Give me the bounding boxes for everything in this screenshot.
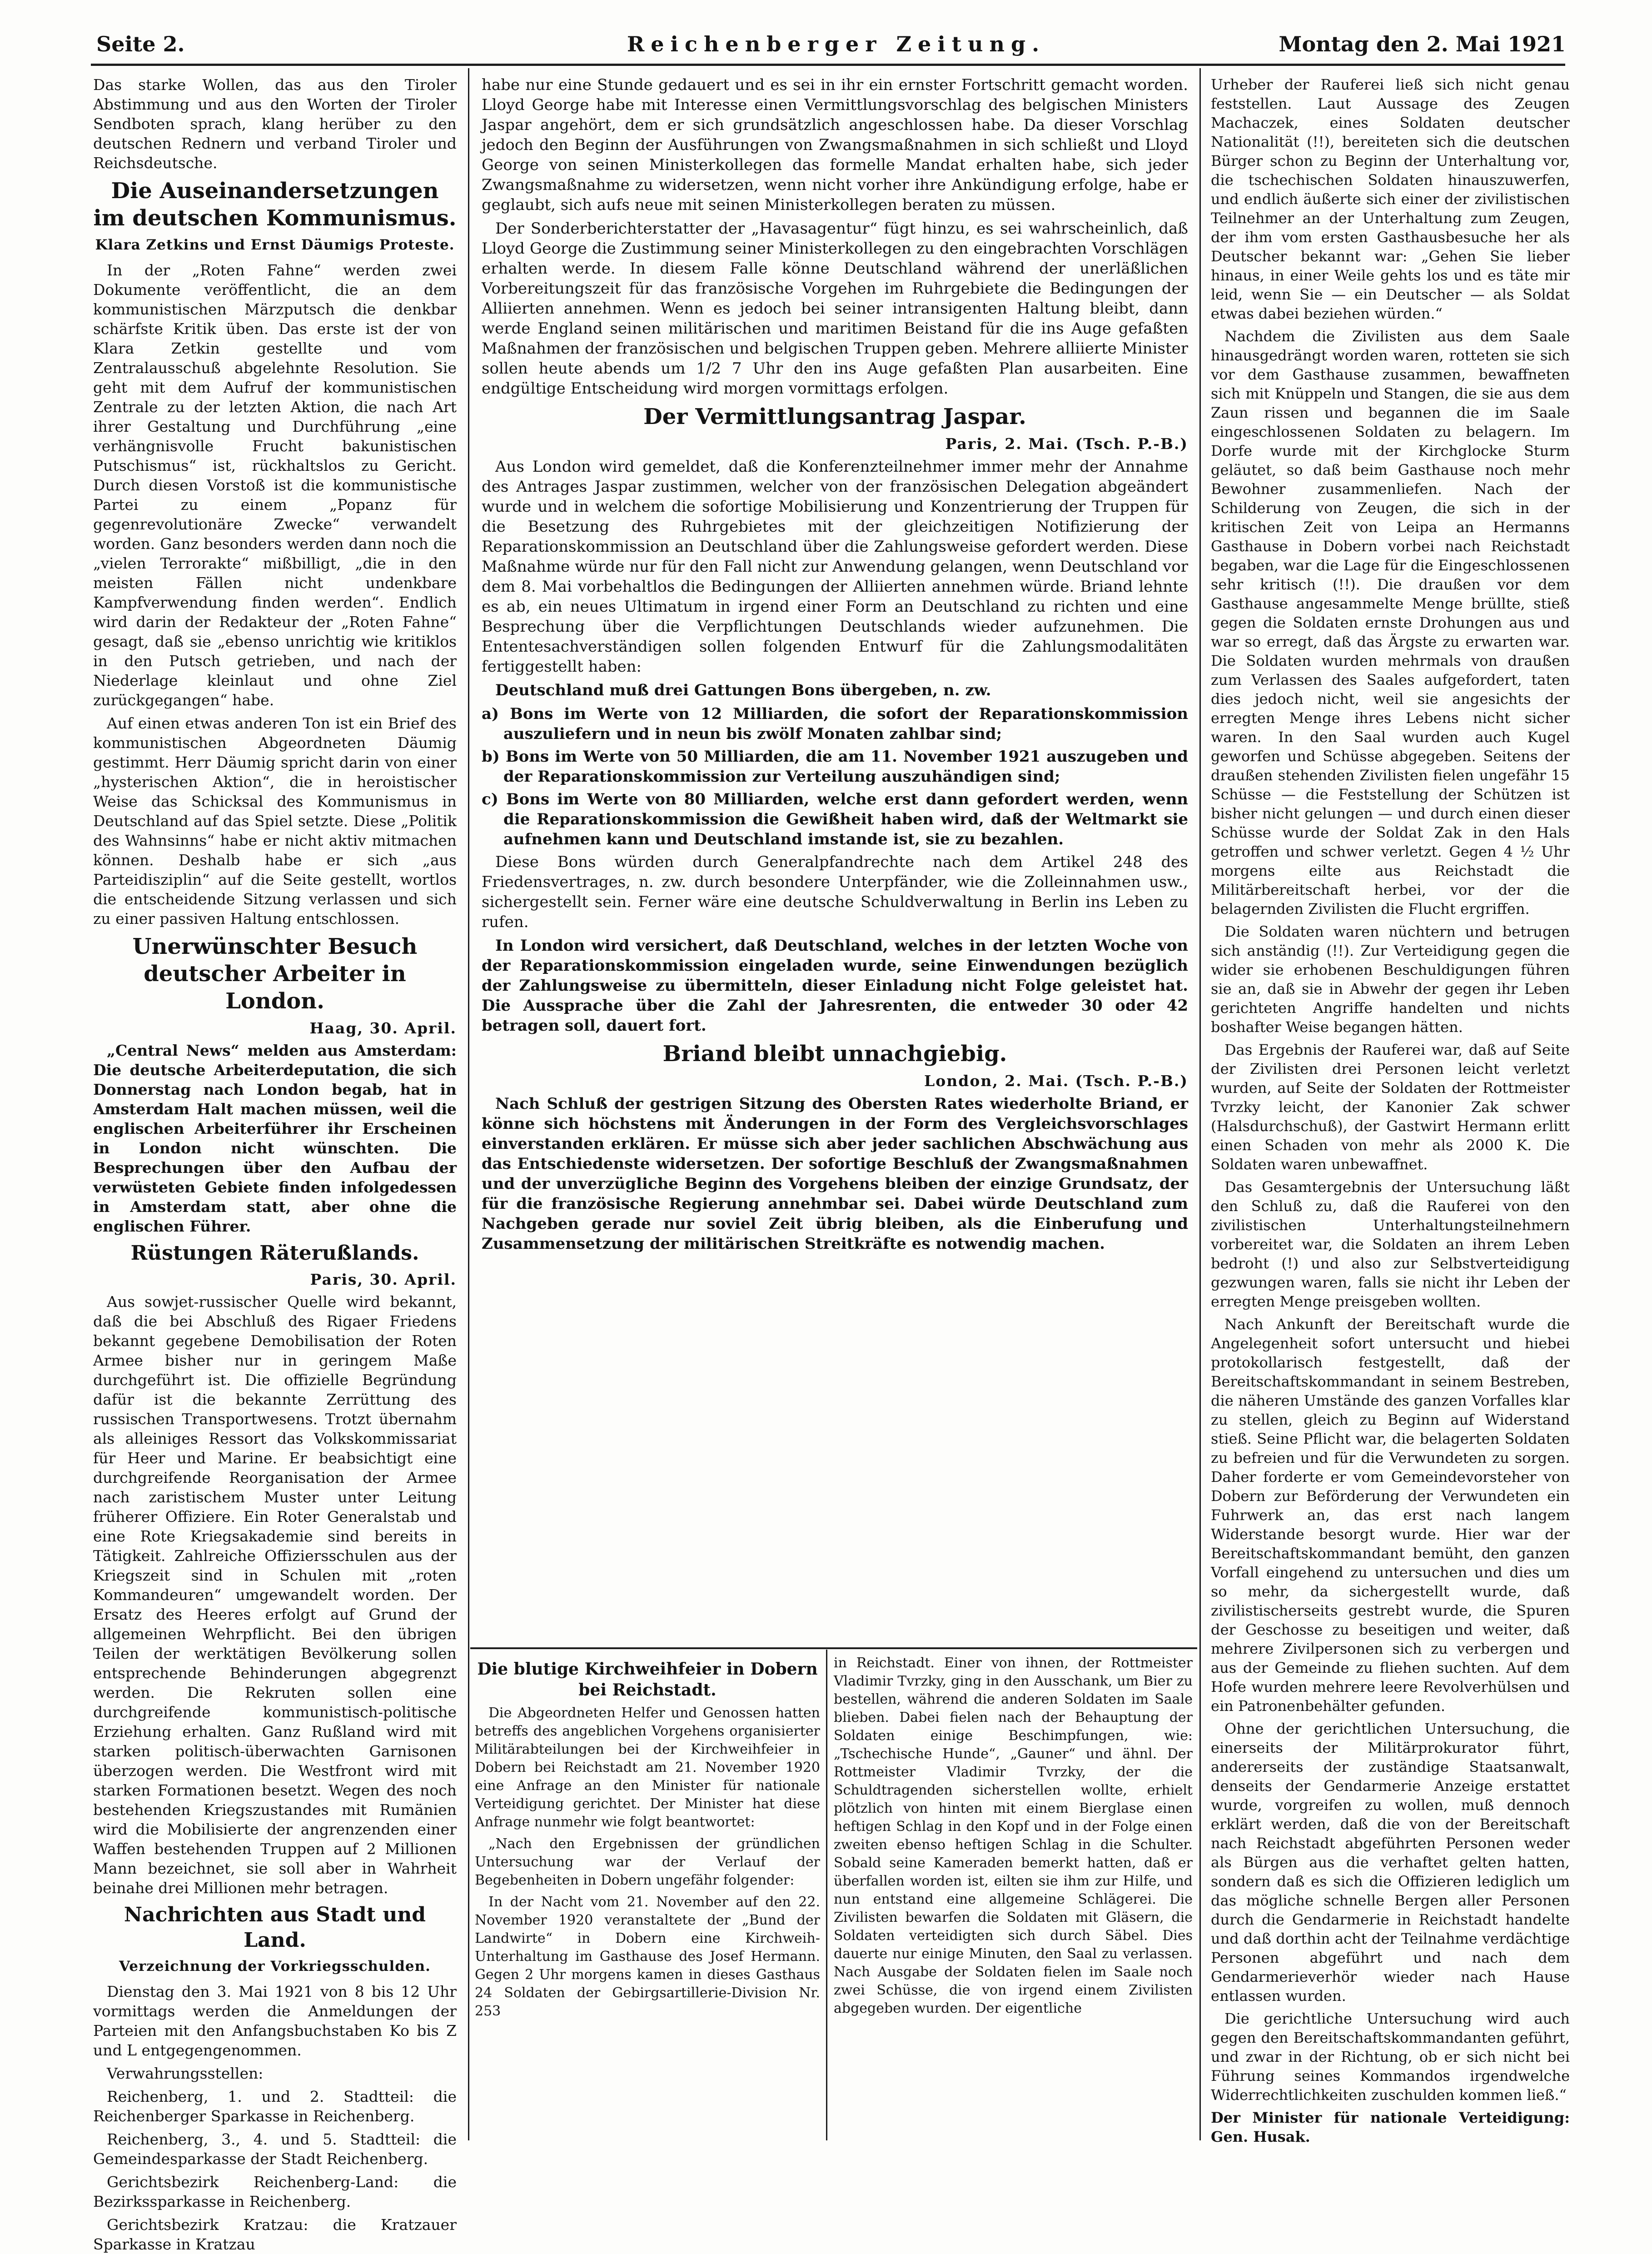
article-headline: Briand bleibt unnachgiebig. <box>662 1041 1007 1067</box>
article-paragraph: Ohne der gerichtlichen Untersuchung, die einerseits der Militärprokurator führt, andererseits der zuständige Staatsanwalt, denseits der Gendarmerie Anzeige erstattet wurde, vorgreifen zu wollen, muß dennoch erklärt werden, daß die von der Bereitschaft nach Reichstadt abgeführten Personen weder als Bürgen aus die verhaftet gelten hatten, sondern daß es sich die Offizieren lediglich um das mögliche schnelle Bergen aller Personen durch die Gendarmerie in Reichstadt handelte und daß dorthin acht der Teilnahme verdächtige Personen abgeführt und nach dem Gendarmerieverhör wieder nach Hause entlassen wurden. <box>1211 1720 1570 2005</box>
column-2 <box>482 75 1188 1643</box>
article-dateline: Paris, 30. April. <box>310 1271 457 1288</box>
article-paragraph: habe nur eine Stunde gedauert und es sei in ihr ein ernster Fortschritt gemacht worden. Lloyd George habe mit Interesse einen Vermittlungsvorschlag des belgischen Ministers Jaspar angehört, dem er sich grundsätzlich angeschlossen habe. Da dieser Vorschlag jedoch den Beginn der Ausführungen von Zwangsmaßnahmen in sich schließt und Lloyd George von seinen Ministerkollegen das formelle Mandat erhalten habe, sich jeder Zwangsmaßnahme zu widersetzen, wenn nicht vorher ihre Ankündigung erfolge, habe er geglaubt, sich aufs neue mit seinen Ministerkollegen beraten zu müssen. <box>482 76 1188 214</box>
column-1 <box>93 75 457 2253</box>
article-headline: Die blutige Kirchweihfeier in Dobern bei Reichstadt. <box>477 1660 818 1700</box>
article-dateline: Haag, 30. April. <box>309 1019 457 1037</box>
article-paragraph: Verwahrungsstellen: <box>107 2065 264 2082</box>
article-paragraph: Das Gesamtergebnis der Untersuchung läßt den Schluß zu, daß die Rauferei von den zivilistischen Unterhaltungsteilnehmern vorbereitet war, die Soldaten an ihrem Leben bedroht (!) und also zur Selbstverteidigung gezwungen waren, falls sie nicht ihr Leben der erregten Menge preisgeben wollten. <box>1211 1178 1570 1310</box>
column-2-lower-right <box>834 1654 1193 2145</box>
article-subheadline: Klara Zetkins und Ernst Däumigs Proteste. <box>95 237 455 253</box>
article-paragraph: In der „Roten Fahne“ werden zwei Dokumente veröffentlicht, die an dem kommunistischen Märzputsch die denkbar schärfste Kritik üben. Das erste ist der von Klara Zetkin gestellte und vom Zentralausschuß abgelehnte Resolution. Sie geht mit dem Aufruf der kommunistischen Zentrale zu der letzten Aktion, die nach Art ihrer Gestaltung und Durchführung „eine verhängnisvolle Frucht bakunistischen Putschismus“ ist, rückhaltslos zu Gericht. Durch diesen Vorstoß ist die kommunistische Partei zu einem „Popanz für gegenrevolutionäre Zwecke“ verwandelt worden. Ganz besonders werden dann noch die „vielen Terrorakte“ mißbilligt, „die in den meisten Fällen nicht undenkbare Kampfverwendung finden werden“. Endlich wird darin der Redakteur der „Roten Fahne“ gesagt, daß sie „ebenso unrichtig wie kritiklos in den Putsch getrieben, und nach der Niederlage kleinlaut und ohne Ziel zurückgegangen“ habe. <box>93 261 457 709</box>
article-dateline: Paris, 2. Mai. (Tsch. P.-B.) <box>945 435 1188 453</box>
article-dateline: London, 2. Mai. (Tsch. P.-B.) <box>924 1072 1188 1090</box>
column-rule-1 <box>468 68 469 2140</box>
article-paragraph: Die Soldaten waren nüchtern und betrugen sich anständig (!!). Zur Verteidigung gegen die wider sie erhobenen Beschuldigungen führen sie an, daß sie in Abwehr der gegen ihr Leben gerichteten Angriffe handelten und nichts boshafter Weise begangen hätten. <box>1211 923 1570 1036</box>
article-paragraph: Das Ergebnis der Rauferei war, daß auf Seite der Zivilisten drei Personen leicht verletzt wurden, auf Seite der Soldaten der Rottmeister Tvrzky leicht, der Kanonier Zak schwer (Halsdurchschuß), der Gastwirt Hermann erlitt einen Schaden von mehr als 2000 K. Die Soldaten waren unbewaffnet. <box>1211 1041 1570 1173</box>
article-paragraph: Dienstag den 3. Mai 1921 von 8 bis 12 Uhr vormittags werden die Anmeldungen der Parteien mit den Anfangsbuchstaben Ko bis Z und L entgegengenommen. <box>93 1983 457 2059</box>
article-paragraph: In London wird versichert, daß Deutschland, welches in der letzten Woche von der Reparationskommission eingeladen wurde, seine Einwendungen bezüglich der Zahlungsweise zu übermitteln, dieser Einladung nicht Folge geleistet hat. Die Aussprache über die Zahl der Jahresrenten, die entweder 30 oder 42 betragen soll, dauert fort. <box>482 937 1188 1035</box>
article-paragraph: Nach Schluß der gestrigen Sitzung des Obersten Rates wiederholte Briand, er könne sich höchstens mit Änderungen in der Form des Vergleichsvorschlages einverstanden erklären. Er müsse sich aber jeder sachlichen Abschwächung aus das Entschiedenste widersetzen. Der sofortige Beschluß der Zwangsmaßnahmen und der unverzügliche Beginn des Vorgehens bleiben der einzige Grundsatz, der für die französische Regierung annehmbar sei. Dabei würde Deutschland zum Nachgeben gerade nur soviel Zeit übrig bleiben, als die Einberufung und Zusammensetzung der militärischen Streitkräfte es notwendig machen. <box>482 1095 1188 1253</box>
article-paragraph: Aus London wird gemeldet, daß die Konferenzteilnehmer immer mehr der Annahme des Antrages Jaspar zustimmen, welcher von der französischen Delegation abgeändert wurde und in welchem die sofortige Mobilisierung und Konzentrierung der Truppen für die Besetzung des Ruhrgebietes mit der gleichzeitigen Notifizierung der Reparationskommission an Deutschland über die Zahlungsweise gefordert werden. Diese Maßnahme würde nur für den Fall nicht zur Anwendung gelangen, wenn Deutschland vor dem 8. Mai vorbehaltlos die Bedingungen der Alliierten annehmen würde. Briand lehnte es ab, ein neues Ultimatum in irgend einer Form an Deutschland zu richten und eine Besprechung über die Verpflichtungen Deutschlands wieder aufzunehmen. Die Ententesachverständigen sollen folgenden Entwurf für die Zahlungsmodalitäten fertiggestellt haben: <box>482 458 1188 676</box>
article-paragraph: Nachdem die Zivilisten aus dem Saale hinausgedrängt worden waren, rotteten sie sich vor dem Gasthause zusammen, bewaffneten sich mit Knüppeln und Stangen, die sie aus dem Zaun rissen und begannen die im Saale eingeschlossenen Soldaten zu belagern. Im Dorfe wurde mit der Kirchglocke Sturm geläutet, so daß beim Gasthause noch mehr Bewohner zusammenliefen. Nach der Schilderung von Zeugen, die sich in der kritischen Zeit von Leipa an Hermanns Gasthause in Dobern vorbei nach Reichstadt begaben, war die Lage für die Eingeschlossenen sehr kritisch (!!). Die draußen vor dem Gasthause angesammelte Menge brüllte, stieß gegen die Soldaten ernste Drohungen aus und war so erregt, daß das Ärgste zu erwarten war. Die Soldaten wurden mehrmals von draußen zum Verlassen des Saales aufgefordert, taten dies jedoch nicht, weil sie angesichts der erregten Menge ihres Lebens nicht sicher waren. In den Saal wurden auch Kugel geworfen und Schüsse abgegeben. Seitens der draußen stehenden Zivilisten fielen ungefähr 15 Schüsse — die Feststellung der Schützen ist bisher nicht gelungen — und durch einen dieser Schüsse wurde der Soldat Zak in den Hals getroffen und schwer verletzt. Gegen 4 ½ Uhr morgens eilte aus Reichstadt die Militärbereitschaft herbei, vor der die belagernden Zivilisten die Flucht ergriffen. <box>1211 328 1570 918</box>
article-paragraph: Aus sowjet-russischer Quelle wird bekannt, daß die bei Abschluß des Rigaer Friedens bekannt gegebene Demobilisation der Roten Armee bisher nur in geringem Maße durchgeführt ist. Die offizielle Begründung dafür ist die bekannte Zerrüttung des russischen Transportwesens. Trotzt übernahm als alleiniges Ressort das Volkskommissariat für Heer und Marine. Er beabsichtigt eine durchgreifende Reorganisation der Armee nach zaristischem Muster unter Leitung früherer Offiziere. Ein Roter Generalstab und eine Rote Kriegsakademie sind bereits in Tätigkeit. Zahlreiche Offiziersschulen aus der Kriegszeit sind in Schulen mit „roten Kommandeuren“ umgewandelt worden. Der Ersatz des Heeres erfolgt auf Grund der allgemeinen Wehrpflicht. Bei den übrigen Teilen der werktätigen Bevölkerung sollen entsprechende Behinderungen abgegrenzt werden. Die Rekruten sollen eine durchgreifende kommunistisch-politische Erziehung erhalten. Ganz Rußland wird mit starken politisch-überwachten Garnisonen überzogen werden. Die Westfront wird mit starken Formationen besetzt. Wegen des noch bestehenden Kriegszustandes mit Rumänien wird die Mobilisierte der angrenzenden einer Waffen bestehenden Truppen auf 2 Millionen Mann bezeichnet, sie soll aber in Wahrheit beinahe drei Millionen mehr betragen. <box>93 1293 457 1897</box>
article-paragraph: Das starke Wollen, das aus den Tiroler Abstimmung und aus den Worten der Tiroler Sendboten sprach, klang herüber zu den deutschen Rednern und verband Tiroler und Reichsdeutsche. <box>93 76 457 172</box>
article-headline: Rüstungen Räterußlands. <box>130 1242 419 1265</box>
article-paragraph: „Nach den Ergebnissen der gründlichen Untersuchung war der Verlauf der Begebenheiten in Dobern ungefähr folgender: <box>475 1836 820 1888</box>
list-item: b) Bons im Werte von 50 Milliarden, die am 11. November 1921 auszugeben und der Reparationskommission zur Verteilung auszuhändigen sind; <box>482 748 1188 786</box>
article-paragraph: Die gerichtliche Untersuchung wird auch gegen den Bereitschaftskommandanten geführt, und zwar in der Richtung, ob er sich nicht bei Führung seines Kommandos irgendwelche Widerrechtlichkeiten zuschulden kommen ließ.“ <box>1211 2010 1570 2104</box>
newspaper-masthead: Reichenberger Zeitung. <box>627 32 1046 56</box>
page-number: Seite 2. <box>96 32 185 56</box>
article-paragraph: Die Abgeordneten Helfer und Genossen hatten betreffs des angeblichen Vorgehens organisierter Militärabteilungen bei der Kirchweihfeier in Dobern bei Reichstadt am 21. November 1920 eine Anfrage an den Minister für nationale Verteidigung gerichtet. Der Minister hat diese Anfrage nunmehr wie folgt beantwortet: <box>475 1705 820 1830</box>
article-signature: Der Minister für nationale Verteidigung: Gen. Husak. <box>1211 2109 1570 2145</box>
list-item: a) Bons im Werte von 12 Milliarden, die sofort der Reparationskommission auszuliefern und in neun bis zwölf Monaten zahlbar sind; <box>482 705 1188 743</box>
article-headline: Der Vermittlungsantrag Jaspar. <box>643 404 1026 429</box>
article-headline: Unerwünschter Besuch deutscher Arbeiter in London. <box>132 934 418 1014</box>
column-rule-2 <box>1199 68 1201 2140</box>
article-paragraph: „Central News“ melden aus Amsterdam: Die deutsche Arbeiterdeputation, die sich Donnerstag nach London begab, hat in Amsterdam Halt machen müssen, weil die englischen Arbeiterführer ihr Erscheinen in London nicht wünschten. Die Besprechungen über den Aufbau der verwüsteten Gebiete finden infolgedessen in Amsterdam statt, aber ohne die englischen Führer. <box>93 1042 457 1235</box>
issue-date: Montag den 2. Mai 1921 <box>1279 32 1566 56</box>
article-subheadline: Verzeichnung der Vorkriegsschulden. <box>119 1958 431 1975</box>
section-rule <box>470 1647 1197 1649</box>
article-paragraph: Urheber der Rauferei ließ sich nicht genau feststellen. Laut Aussage des Zeugen Machaczek, eines Soldaten deutscher Nationalität (!!), bereiteten sich die deutschen Bürger schon zu Beginn der Unterhaltung vor, die tschechischen Soldaten hinauszuwerfen, und endlich äußerte sich einer der zivilistischen Teilnehmer an der Unterhaltung zum Zeugen, der ihm vom ersten Gasthausbesuche her als Deutscher bekannt war: „Gehen Sie lieber hinaus, in einer Weile gehts los und es täte mir leid, wenn Sie — ein Deutscher — als Soldat etwas dabei beziehen würden.“ <box>1211 76 1570 322</box>
article-paragraph: Reichenberg, 1. und 2. Stadtteil: die Reichenberger Sparkasse in Reichenberg. <box>93 2088 457 2125</box>
column-3 <box>1211 75 1570 2147</box>
article-headline: Die Auseinandersetzungen im deutschen Kommunismus. <box>93 178 457 231</box>
list-item: c) Bons im Werte von 80 Milliarden, welche erst dann gefordert werden, wenn die Reparationskommission die Gewißheit haben wird, daß der Weltmarkt sie aufnehmen kann und Deutschland imstande ist, sie zu bezahlen. <box>482 790 1188 848</box>
article-paragraph: Auf einen etwas anderen Ton ist ein Brief des kommunistischen Abgeordneten Däumig gestimmt. Herr Däumig spricht darin von einer „hysterischen Aktion“, die in heroistischer Weise das Schicksal des Kommunismus in Deutschland auf das Spiel setzte. Diese „Politik des Wahnsinns“ habe er nicht aktiv mitmachen können. Deshalb habe er sich „aus Parteidisziplin“ auf die Seite gestellt, wortlos die entscheidende Sitzung verlassen und sich zu einer passiven Haltung entschlossen. <box>93 714 457 928</box>
column-rule-bottom <box>826 1650 827 2140</box>
article-paragraph: Diese Bons würden durch Generalpfandrechte nach dem Artikel 248 des Friedensvertrages, n. zw. durch besondere Unterpfänder, wie die Zolleinnahmen usw., sichergestellt sein. Ferner wäre eine deutsche Schuldverwaltung in Berlin ins Leben zu rufen. <box>482 853 1188 931</box>
article-paragraph: in Reichstadt. Einer von ihnen, der Rottmeister Vladimir Tvrzky, ging in den Ausschank, um Bier zu bestellen, während die anderen Soldaten im Saale blieben. Dabei fielen nach der Behauptung der Soldaten einige Beschimpfungen, wie: „Tschechische Hunde“, „Gauner“ und ähnl. Der Rottmeister Vladimir Tvrzky, der die Schuldtragenden sicherstellen wollte, erhielt plötzlich von hinten mit einem Bierglase einen heftigen Schlag in den Kopf und in der Folge einen zweiten ebenso heftigen Schlag in die Schulter. Sobald seine Kameraden bemerkt hatten, daß er überfallen worden ist, eilten sie ihm zur Hilfe, und nun entstand eine allgemeine Schlägerei. Die Zivilisten bewarfen die Soldaten mit Gläsern, die Soldaten verteidigten sich durch Säbel. Dies dauerte nur einige Minuten, den Saal zu verlassen. Nach Ausgabe der Soldaten fielen im Saale noch zwei Schüsse, die von irgend einem Zivilisten abgegeben wurden. Der eigentliche <box>834 1655 1193 2016</box>
article-paragraph: Gerichtsbezirk Reichenberg-Land: die Bezirkssparkasse in Reichenberg. <box>93 2173 457 2210</box>
article-paragraph: Nach Ankunft der Bereitschaft wurde die Angelegenheit sofort untersucht und hiebei protokollarisch festgestellt, daß der Bereitschaftskommandant in seinem Bestreben, die näheren Umstände des ganzen Vorfalles klar zu stellen, gleich zu Beginn auf Widerstand stieß. Seine Pflicht war, die belagerten Soldaten zu befreien und für die Verwundeten zu sorgen. Daher forderte er vom Gemeindevorsteher von Dobern zur Beförderung der Verwundeten ein Fuhrwerk an, das erst nach langem Widerstande besorgt wurde. Hier war der Bereitschaftskommandant bemüht, den ganzen Vorfall eingehend zu untersuchen und dies um so mehr, da sichergestellt wurde, daß zivilistischerseits gestrebt wurde, die Spuren der Geschosse zu beseitigen und weiter, daß mehrere Zivilpersonen sich zu verbergen und aus der Gemeinde zu fliehen suchten. Auf dem Hofe wurden mehrere leere Revolverhülsen und ein Patronenbehälter gefunden. <box>1211 1316 1570 1715</box>
section-headline: Nachrichten aus Stadt und Land. <box>124 1903 426 1952</box>
article-paragraph: Reichenberg, 3., 4. und 5. Stadtteil: die Gemeindesparkasse der Stadt Reichenberg. <box>93 2130 457 2168</box>
header-rule <box>91 64 1565 66</box>
article-paragraph: Gerichtsbezirk Kratzau: die Kratzauer Sparkasse in Kratzau <box>93 2216 457 2253</box>
article-paragraph: In der Nacht vom 21. November auf den 22. November 1920 veranstaltete der „Bund der Landwirte“ in Dobern eine Kirchweih-Unterhaltung im Gasthause des Josef Hermann. Gegen 2 Uhr morgens kamen in dieses Gasthaus 24 Soldaten der Gebirgsartillerie-Division Nr. 253 <box>475 1894 820 2019</box>
column-2-lower-left <box>475 1654 820 2145</box>
article-paragraph: Deutschland muß drei Gattungen Bons übergeben, n. zw. <box>495 681 991 699</box>
article-paragraph: Der Sonderberichterstatter der „Havasagentur“ fügt hinzu, es sei wahrscheinlich, daß Lloyd George die Zustimmung seiner Ministerkollegen zu den eingebrachten Vorschlägen erhalten werde. In diesem Falle könne Deutschland während der unerläßlichen Vorbereitungszeit für das französische Vorgehen im Ruhrgebiete die Bedingungen der Alliierten annehmen. Wenn es jedoch bei seiner intransigenten Haltung bleibt, dann werde England seinen militärischen und maritimen Beistand für die ins Auge gefaßten Maßnahmen der französischen und belgischen Truppen geben. Mehrere alliierte Minister sollen heute abends um 1/2 7 Uhr den ins Auge gefaßten Plan ausarbeiten. Eine endgültige Entscheidung wird morgen vormittags erfolgen. <box>482 219 1188 398</box>
